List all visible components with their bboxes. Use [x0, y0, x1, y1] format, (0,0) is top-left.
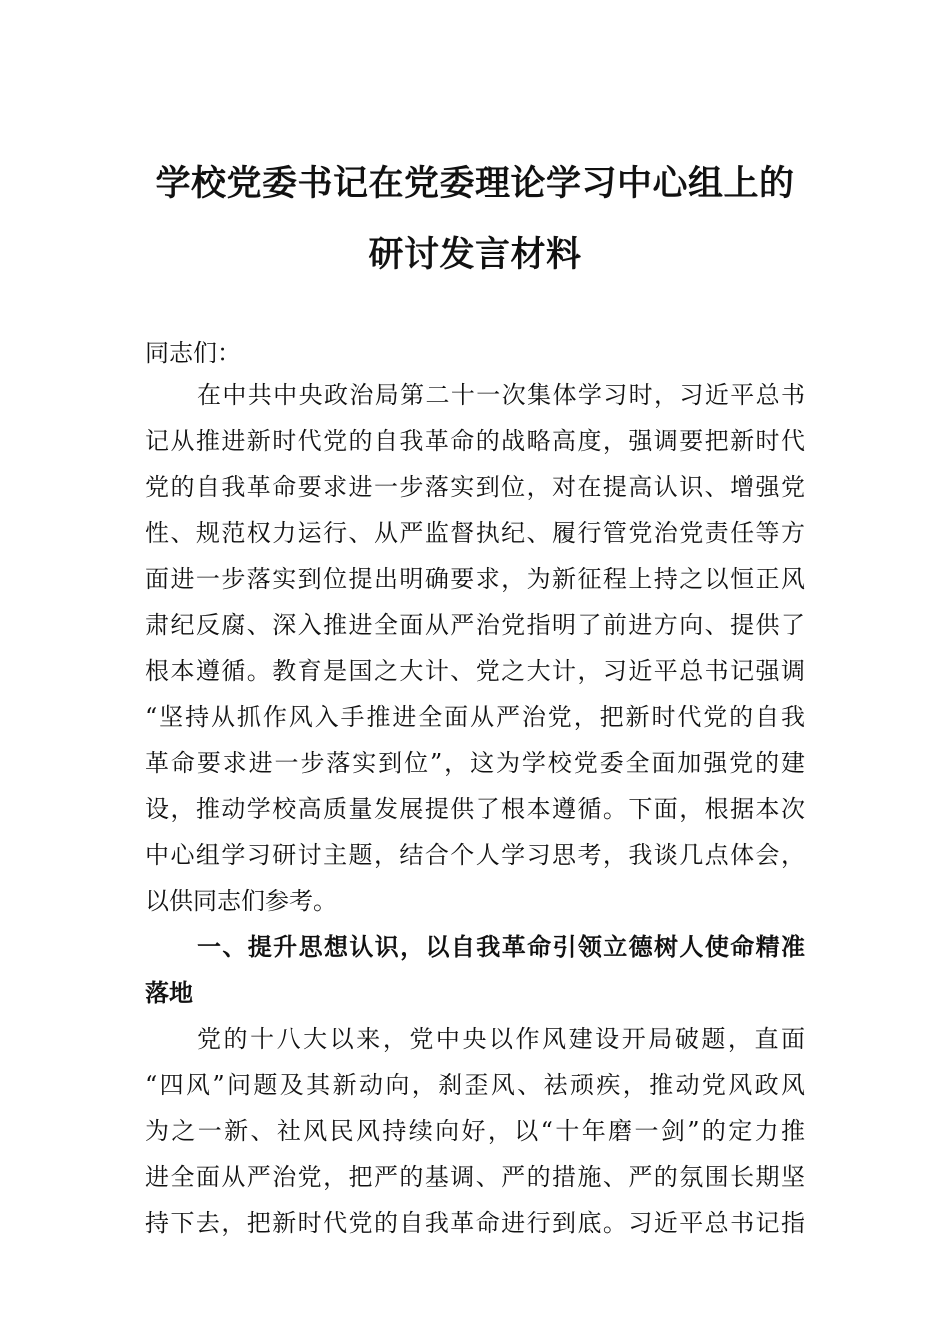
paragraph-1-line: 党的自我革命要求进一步落实到位，对在提高认识、增强党 — [145, 473, 805, 501]
paragraph-1-line: 设，推动学校高质量发展提供了根本遵循。下面，根据本次 — [145, 795, 805, 823]
paragraph-1-line: 以供同志们参考。 — [145, 887, 337, 915]
paragraph-2-line: 进全面从严治党，把严的基调、严的措施、严的氛围长期坚 — [145, 1163, 805, 1191]
document-title-line-1: 学校党委书记在党委理论学习中心组上的 — [155, 164, 795, 204]
paragraph-1-line: 中心组学习研讨主题，结合个人学习思考，我谈几点体会， — [145, 841, 805, 869]
paragraph-2-line: 持下去，把新时代党的自我革命进行到底。习近平总书记指 — [145, 1209, 805, 1237]
section-heading-1-line: 一、提升思想认识，以自我革命引领立德树人使命精准 — [197, 933, 805, 961]
paragraph-2-line: “四风”问题及其新动向，刹歪风、祛顽疾，推动党风政风 — [145, 1071, 805, 1099]
paragraph-1-line: 性、规范权力运行、从严监督执纪、履行管党治党责任等方 — [145, 519, 805, 547]
salutation: 同志们： — [145, 339, 241, 367]
paragraph-2-line: 党的十八大以来，党中央以作风建设开局破题，直面 — [197, 1025, 805, 1053]
section-heading-1-line: 落地 — [145, 979, 193, 1007]
document-title-line-2: 研讨发言材料 — [368, 235, 582, 275]
paragraph-1-line: 记从推进新时代党的自我革命的战略高度，强调要把新时代 — [145, 427, 805, 455]
paragraph-1-line: 根本遵循。教育是国之大计、党之大计，习近平总书记强调 — [145, 657, 805, 685]
paragraph-1-line: 肃纪反腐、深入推进全面从严治党指明了前进方向、提供了 — [145, 611, 805, 639]
paragraph-1-line: “坚持从抓作风入手推进全面从严治党，把新时代党的自我 — [145, 703, 805, 731]
paragraph-1-line: 革命要求进一步落实到位”，这为学校党委全面加强党的建 — [145, 749, 805, 777]
paragraph-1-line: 在中共中央政治局第二十一次集体学习时，习近平总书 — [197, 381, 805, 409]
paragraph-2-line: 为之一新、社风民风持续向好，以“十年磨一剑”的定力推 — [145, 1117, 805, 1145]
paragraph-1-line: 面进一步落实到位提出明确要求，为新征程上持之以恒正风 — [145, 565, 805, 593]
